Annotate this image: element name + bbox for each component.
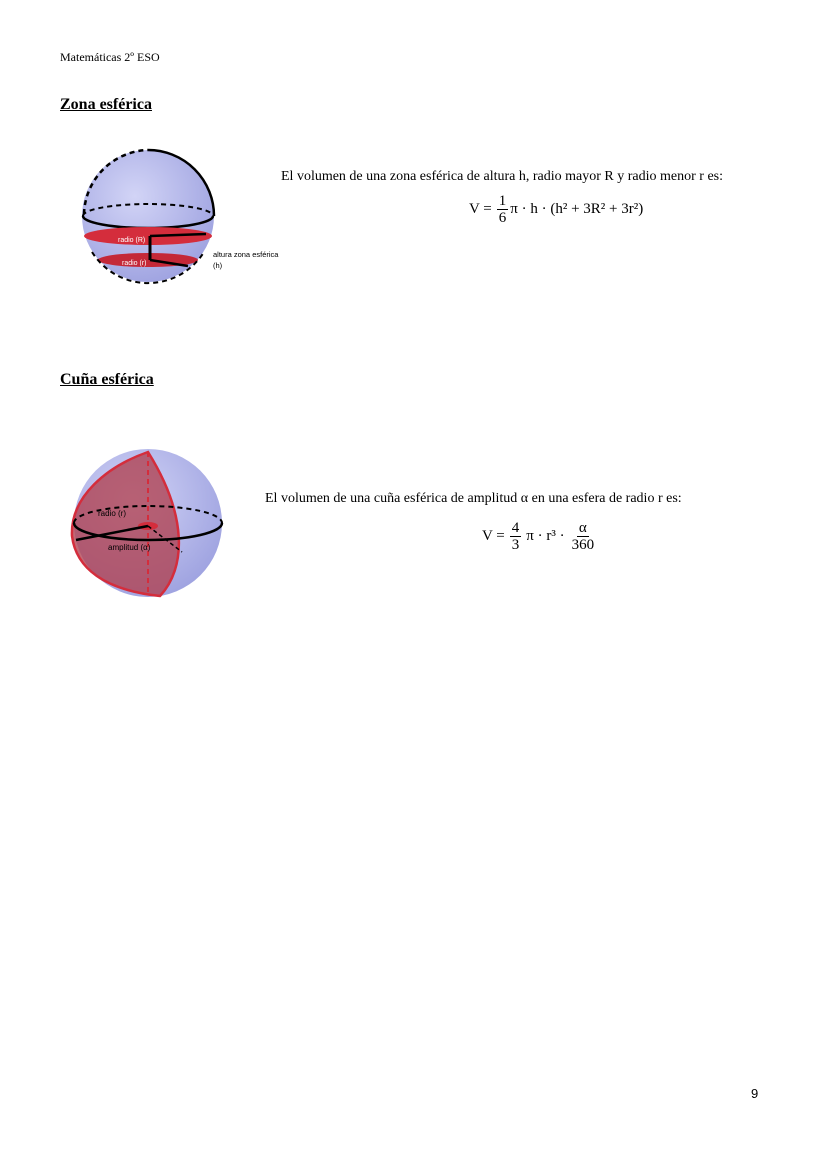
label-radio: radio (r) xyxy=(98,509,127,518)
formula-middle: π · r³ · xyxy=(526,528,565,544)
page-number: 9 xyxy=(751,1086,759,1101)
label-radio-r: radio (r) xyxy=(122,260,147,267)
label-radio-R: radio (R) xyxy=(118,237,146,244)
formula-rest: π · h · (h² + 3R² + 3r²) xyxy=(510,201,644,217)
zona-esferica-figure xyxy=(80,146,295,286)
fraction-numerator: 4 xyxy=(511,520,520,536)
fraction-numerator: 1 xyxy=(498,193,507,209)
zona-formula xyxy=(466,193,643,226)
cuna-description: El volumen de una cuña esférica de amplitud α en una esfera de radio r es: xyxy=(265,491,682,506)
fraction-denominator: 360 xyxy=(571,537,595,553)
cuna-esferica-figure xyxy=(64,446,229,602)
zona-description: El volumen de una zona esférica de altura h, radio mayor R y radio menor r es: xyxy=(281,169,724,184)
section-heading-cuna: Cuña esférica xyxy=(60,371,154,388)
label-altura-h: (h) xyxy=(213,261,223,270)
formula-fraction-1 xyxy=(510,520,522,553)
cuna-formula xyxy=(479,520,598,553)
formula-lhs: V = xyxy=(482,528,505,544)
formula-fraction xyxy=(497,193,509,226)
formula-fraction-2 xyxy=(570,520,597,553)
label-amplitud: amplitud (α) xyxy=(108,543,151,552)
fraction-numerator: α xyxy=(578,520,587,536)
section-heading-zona: Zona esférica xyxy=(60,96,152,113)
fraction-denominator: 3 xyxy=(511,537,520,553)
page-header: Matemáticas 2º ESO xyxy=(60,50,160,64)
label-altura: altura zona esférica xyxy=(213,250,279,259)
formula-lhs: V = xyxy=(469,201,492,217)
fraction-denominator: 6 xyxy=(498,210,507,226)
disc-large xyxy=(84,227,212,245)
